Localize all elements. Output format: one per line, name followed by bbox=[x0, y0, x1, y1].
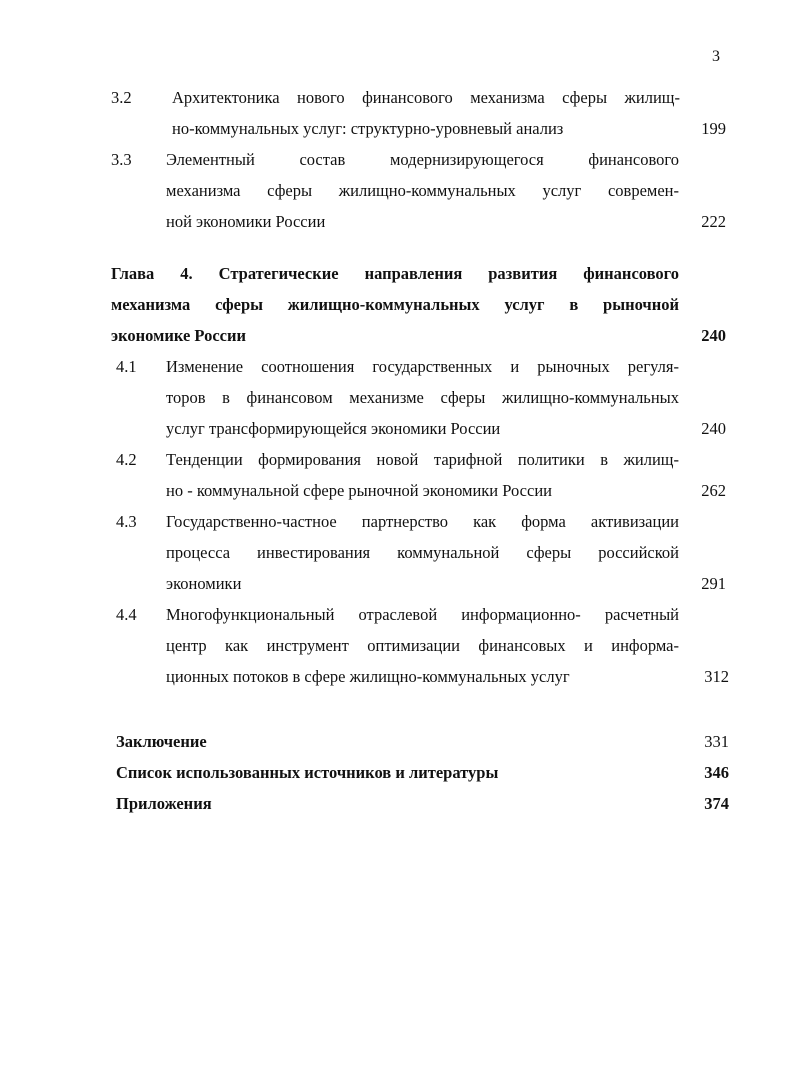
section-title-line: ной экономики России bbox=[166, 212, 326, 231]
section-page: 222 bbox=[701, 212, 726, 231]
section-title-line: центр как инструмент оптимизации финансовых и информа- bbox=[166, 636, 679, 655]
chapter-title-line: механизма сферы жилищно-коммунальных услуг в рыночной bbox=[111, 295, 679, 314]
section-title-line: процесса инвестирования коммунальной сферы российской bbox=[166, 543, 679, 562]
back-matter-page: 374 bbox=[704, 794, 729, 813]
chapter-title-line: экономике России bbox=[111, 326, 246, 345]
back-matter-title: Приложения bbox=[116, 794, 212, 813]
section-number: 3.3 bbox=[111, 150, 132, 169]
section-title-line: торов в финансовом механизме сферы жилищно-коммунальных bbox=[166, 388, 679, 407]
section-title-line: Элементный состав модернизирующегося финансового bbox=[166, 150, 679, 169]
section-number: 3.2 bbox=[111, 88, 132, 107]
section-page: 312 bbox=[704, 667, 729, 686]
chapter-page: 240 bbox=[701, 326, 726, 345]
section-number: 4.2 bbox=[116, 450, 137, 469]
section-number: 4.3 bbox=[116, 512, 137, 531]
section-title-line: экономики bbox=[166, 574, 242, 593]
section-title-line: механизма сферы жилищно-коммунальных услуг современ- bbox=[166, 181, 679, 200]
section-number: 4.1 bbox=[116, 357, 137, 376]
back-matter-title: Список использованных источников и литературы bbox=[116, 763, 499, 782]
back-matter-page: 346 bbox=[704, 763, 729, 782]
section-title-line: Тенденции формирования новой тарифной политики в жилищ- bbox=[166, 450, 679, 469]
page-number: 3 bbox=[712, 48, 720, 65]
section-title-line: Государственно-частное партнерство как форма активизации bbox=[166, 512, 679, 531]
section-title-line: Многофункциональный отраслевой информационно- расчетный bbox=[166, 605, 679, 624]
section-title-line: но-коммунальных услуг: структурно-уровневый анализ bbox=[172, 119, 564, 138]
section-title-line: услуг трансформирующейся экономики России bbox=[166, 419, 501, 438]
section-title-line: Изменение соотношения государственных и рыночных регуля- bbox=[166, 357, 679, 376]
section-title-line: ционных потоков в сфере жилищно-коммунальных услуг bbox=[166, 667, 570, 686]
section-title-line: но - коммунальной сфере рыночной экономики России bbox=[166, 481, 552, 500]
back-matter-page: 331 bbox=[704, 732, 729, 751]
section-title-line: Архитектоника нового финансового механизма сферы жилищ- bbox=[172, 88, 680, 107]
chapter-title-line: Глава 4. Стратегические направления развития финансового bbox=[111, 264, 679, 283]
section-number: 4.4 bbox=[116, 605, 137, 624]
back-matter-title: Заключение bbox=[116, 732, 207, 751]
section-page: 240 bbox=[701, 419, 726, 438]
section-page: 262 bbox=[701, 481, 726, 500]
section-page: 199 bbox=[701, 119, 726, 138]
section-page: 291 bbox=[701, 574, 726, 593]
